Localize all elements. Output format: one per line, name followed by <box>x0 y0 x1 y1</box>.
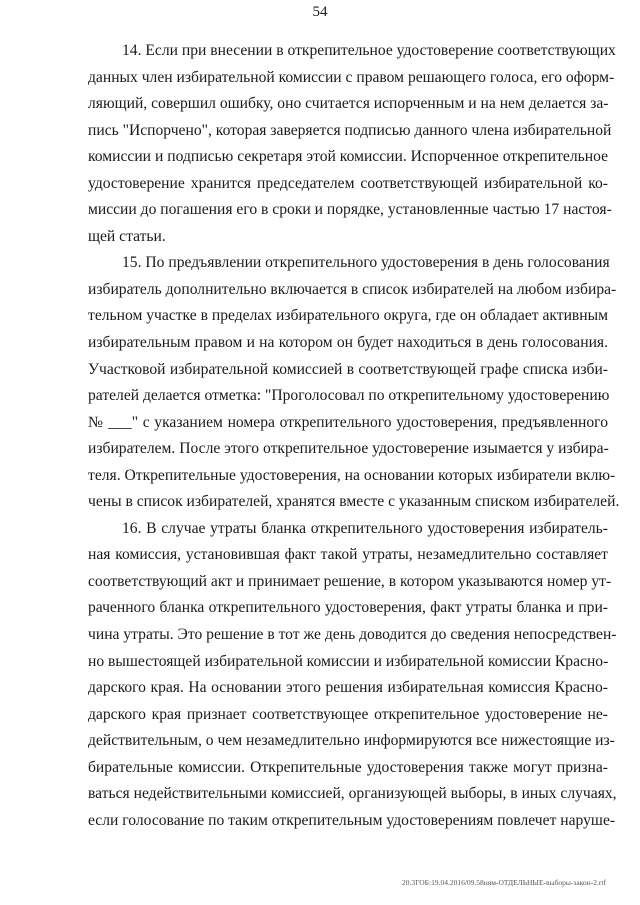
paragraph-line: дарского края признает соответствующее открепительное удостоверение не- <box>88 705 608 723</box>
paragraph-line: дарского края. На основании этого решения избирательная комиссия Красно- <box>88 679 608 697</box>
paragraph-line: тельном участке в пределах избирательного округа, где он обладает активным <box>88 307 608 325</box>
paragraph-line: рателей делается отметка: "Проголосовал по открепительному удостоверению <box>88 387 610 405</box>
paragraph-15 <box>88 250 620 515</box>
paragraph-line: Участковой избирательной комиссией в соответствующей графе списка изби- <box>88 360 608 378</box>
paragraph-line: № ___" с указанием номера открепительного удостоверения, предъявленного <box>88 413 608 431</box>
footer-file-reference: 20.3ГОБ:19.04.2016/09.58ням-ОТДЕЛЬНЫЕ-выборы-закон-2.rtf <box>401 878 606 887</box>
paragraph-line: если голосование по таким открепительным удостоверениям повлечет наруше- <box>88 811 616 829</box>
document-body <box>88 38 620 834</box>
paragraph-line: комиссии и подписью секретаря этой комиссии. Испорченное открепительное <box>88 148 608 166</box>
paragraph-14 <box>88 38 616 250</box>
paragraph-line: 15. По предъявлении открепительного удостоверения в день голосования <box>122 254 610 272</box>
paragraph-line: 14. Если при внесении в открепительное удостоверение соответствующих <box>122 42 616 59</box>
paragraph-line: пись "Испорчено", которая заверяется подписью данного члена избирательной <box>88 121 612 139</box>
paragraph-line: раченного бланка открепительного удостоверения, факт утраты бланка и при- <box>88 599 608 617</box>
paragraph-line: чены в список избирателей, хранятся вместе с указанным списком избирателей. <box>88 493 620 511</box>
paragraph-line: миссии до погашения его в сроки и порядке, установленные частью 17 настоя- <box>88 201 612 219</box>
paragraph-line: теля. Открепительные удостоверения, на основании которых избиратели вклю- <box>88 466 616 484</box>
paragraph-line: щей статьи. <box>88 227 166 245</box>
paragraph-line: действительным, о чем незамедлительно информируются все нижестоящие из- <box>88 732 615 750</box>
paragraph-line: ная комиссия, установившая факт такой утраты, незамедлительно составляет <box>88 546 608 564</box>
paragraph-line: но вышестоящей избирательной комиссии и избирательной комиссии Красно- <box>88 652 609 670</box>
paragraph-line: чина утраты. Это решение в тот же день доводится до сведения непосредствен- <box>88 626 617 644</box>
paragraph-line: избирателем. После этого открепительное удостоверение изымается у избира- <box>88 440 609 458</box>
paragraph-line: соответствующий акт и принимает решение, в котором указываются номер ут- <box>88 572 612 590</box>
paragraph-line: ваться недействительными комиссией, организующей выборы, в иных случаях, <box>88 785 617 803</box>
paragraph-line: удостоверение хранится председателем соответствующей избирательной ко- <box>88 174 608 192</box>
paragraph-line: бирательные комиссии. Открепительные удостоверения также могут призна- <box>88 758 608 776</box>
page-number: 54 <box>312 4 328 20</box>
paragraph-line: ляющий, совершил ошибку, оно считается испорченным и на нем делается за- <box>88 95 609 113</box>
paragraph-line: данных член избирательной комиссии с правом решающего голоса, его оформ- <box>88 68 615 86</box>
paragraph-line: избиратель дополнительно включается в список избирателей на любом избира- <box>88 280 617 298</box>
paragraph-line: 16. В случае утраты бланка открепительного удостоверения избиратель- <box>122 519 608 537</box>
paragraph-line: избирательным правом и на котором он будет находиться в день голосования. <box>88 334 608 352</box>
paragraph-16 <box>88 516 617 835</box>
